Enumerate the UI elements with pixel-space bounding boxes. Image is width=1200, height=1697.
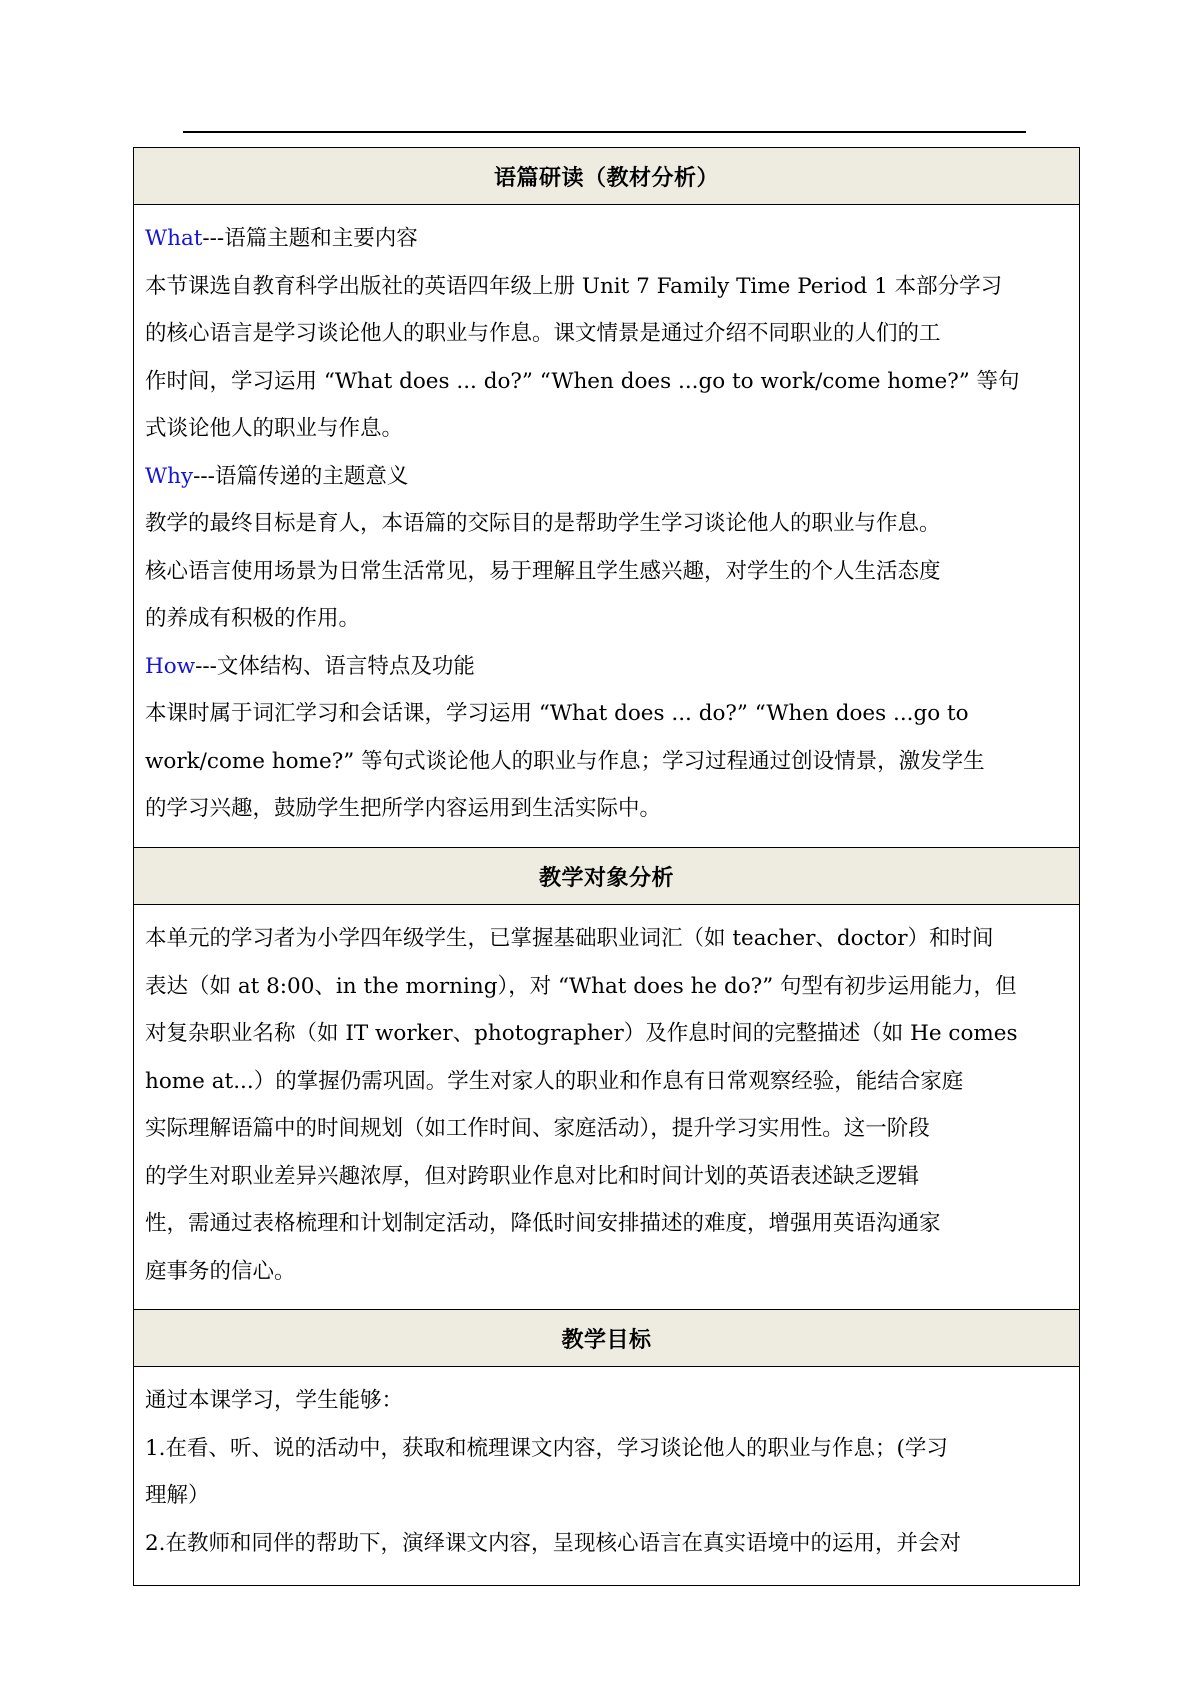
paragraph-line: work/come home?” 等句式谈论他人的职业与作息；学习过程通过创设情景，激发学生 [145, 748, 985, 774]
paragraph-line: 庭事务的信心。 [145, 1258, 296, 1284]
keyword-why: Why [145, 463, 194, 489]
paragraph-line: 核心语言使用场景为日常生活常见，易于理解且学生感兴趣，对学生的个人生活态度 [145, 558, 941, 584]
paragraph-line: 理解） [145, 1483, 210, 1508]
section-header-text-analysis [134, 148, 1080, 205]
paragraph-line: 本节课选自教育科学出版社的英语四年级上册 Unit 7 Family Time Period 1 本部分学习 [145, 273, 1003, 299]
paragraph-line: 2.在教师和同伴的帮助下，演绎课文内容，呈现核心语言在真实语境中的运用，并会对 [145, 1530, 962, 1556]
subheading-label: ---语篇主题和主要内容 [202, 226, 418, 251]
keyword-what: What [145, 226, 203, 251]
paragraph-line: 性，需通过表格梳理和计划制定活动，降低时间安排描述的难度，增强用英语沟通家 [145, 1211, 941, 1236]
subheading-label: ---文体结构、语言特点及功能 [195, 653, 475, 679]
paragraph-line: 作时间，学习运用 “What does ... do?” “When does ...go to work/come home?” 等句 [145, 368, 1020, 394]
paragraph-line: 的学生对职业差异兴趣浓厚，但对跨职业作息对比和时间计划的英语表述缺乏逻辑 [145, 1163, 920, 1189]
paragraph-line: 的养成有积极的作用。 [145, 606, 361, 631]
section-title: 教学目标 [561, 1327, 652, 1353]
paragraph-line: 实际理解语篇中的时间规划（如工作时间、家庭活动），提升学习实用性。这一阶段 [145, 1116, 930, 1141]
paragraph-line: 对复杂职业名称（如 IT worker、photographer）及作息时间的完整描述（如 He comes [145, 1021, 1018, 1046]
section-title: 教学对象分析 [538, 865, 674, 891]
paragraph-line: home at...）的掌握仍需巩固。学生对家人的职业和作息有日常观察经验，能结合家庭 [145, 1068, 964, 1094]
paragraph-line: 通过本课学习，学生能够： [145, 1388, 404, 1413]
paragraph-line: 表达（如 at 8:00、in the morning），对 “What does he do?” 句型有初步运用能力，但 [145, 973, 1017, 999]
subheading-label: ---语篇传递的主题意义 [193, 463, 409, 489]
paragraph-line: 的学习兴趣，鼓励学生把所学内容运用到生活实际中。 [145, 796, 662, 821]
subheading-how [145, 643, 1069, 691]
section-header-learner-analysis [134, 848, 1080, 905]
subheading-why [145, 453, 1069, 501]
section-body-learner-analysis [134, 905, 1080, 1310]
subheading-what [145, 215, 1069, 263]
paragraph-line: 1.在看、听、说的活动中，获取和梳理课文内容，学习谈论他人的职业与作息；(学习 [145, 1435, 948, 1461]
paragraph-line: 本课时属于词汇学习和会话课，学习运用 “What does ... do?” “When does ...go to [145, 701, 969, 726]
section-body-teaching-goals [134, 1367, 1080, 1586]
paragraph-line: 本单元的学习者为小学四年级学生，已掌握基础职业词汇（如 teacher、doctor）和时间 [145, 926, 994, 951]
keyword-how: How [145, 653, 196, 679]
section-title: 语篇研读（教材分析） [493, 165, 719, 191]
section-header-teaching-goals [134, 1310, 1080, 1367]
top-horizontal-rule [183, 131, 1026, 133]
paragraph-line: 的核心语言是学习谈论他人的职业与作息。课文情景是通过介绍不同职业的人们的工 [145, 321, 941, 346]
section-body-text-analysis [134, 205, 1080, 848]
paragraph-line: 式谈论他人的职业与作息。 [145, 416, 404, 441]
lesson-plan-table [133, 147, 1080, 1586]
paragraph-line: 教学的最终目标是育人，本语篇的交际目的是帮助学生学习谈论他人的职业与作息。 [145, 511, 941, 536]
